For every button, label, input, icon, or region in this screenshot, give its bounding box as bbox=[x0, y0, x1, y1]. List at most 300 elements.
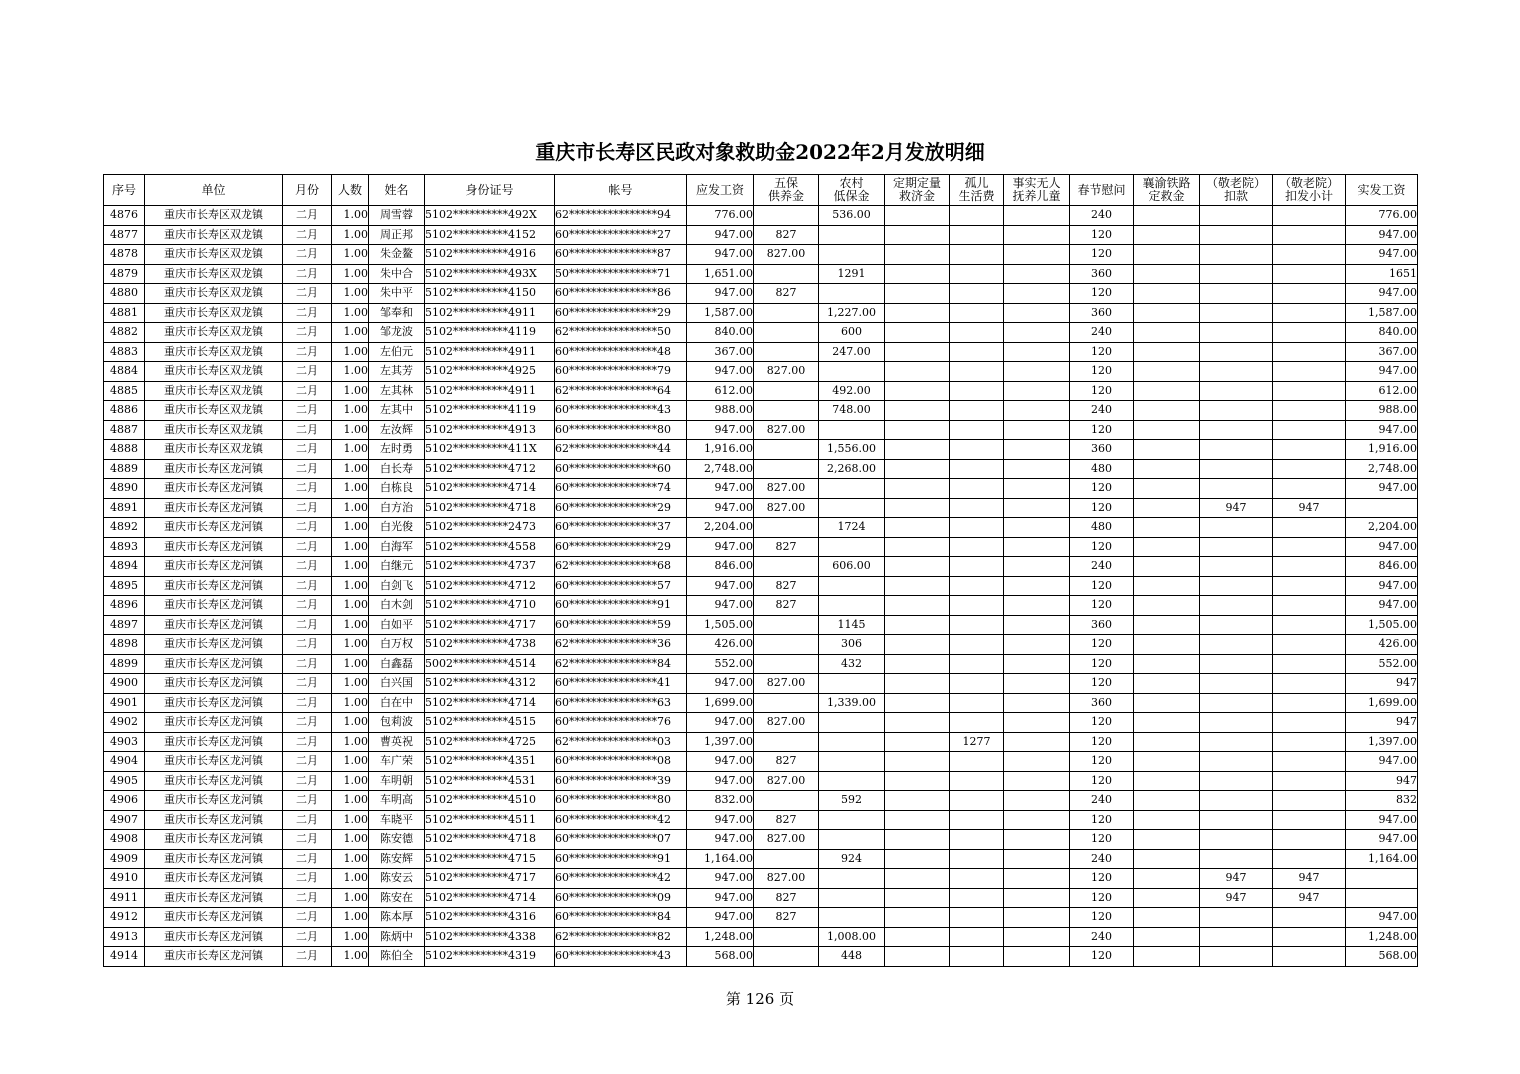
column-header: 帐号 bbox=[555, 175, 687, 206]
table-cell bbox=[1200, 264, 1273, 284]
table-cell: 5102**********4152 bbox=[425, 225, 555, 245]
table-cell bbox=[1134, 810, 1200, 830]
table-cell: 947.00 bbox=[687, 284, 754, 304]
column-header: 孤儿 生活费 bbox=[950, 175, 1004, 206]
table-cell: 947.00 bbox=[687, 479, 754, 499]
table-cell bbox=[1273, 303, 1346, 323]
table-cell: 827 bbox=[754, 810, 819, 830]
table-cell bbox=[1273, 323, 1346, 343]
table-row bbox=[104, 830, 1418, 850]
table-cell: 840.00 bbox=[687, 323, 754, 343]
table-cell bbox=[1004, 440, 1070, 460]
table-cell bbox=[819, 596, 885, 616]
table-cell: 4880 bbox=[104, 284, 145, 304]
table-cell: 5002**********4514 bbox=[425, 654, 555, 674]
table-cell: 4904 bbox=[104, 752, 145, 772]
table-cell: 60****************29 bbox=[555, 498, 687, 518]
table-cell: 947.00 bbox=[687, 362, 754, 382]
table-cell bbox=[1200, 479, 1273, 499]
table-row bbox=[104, 771, 1418, 791]
table-cell bbox=[1004, 732, 1070, 752]
table-cell: 1.00 bbox=[332, 791, 369, 811]
table-cell bbox=[950, 615, 1004, 635]
table-cell: 4886 bbox=[104, 401, 145, 421]
table-cell: 二月 bbox=[283, 459, 332, 479]
table-cell: 60****************80 bbox=[555, 791, 687, 811]
table-cell: 360 bbox=[1070, 303, 1134, 323]
table-cell bbox=[1134, 362, 1200, 382]
table-cell: 白长寿 bbox=[369, 459, 425, 479]
table-cell: 60****************57 bbox=[555, 576, 687, 596]
table-cell: 947.00 bbox=[1346, 908, 1418, 928]
column-header: 农村 低保金 bbox=[819, 175, 885, 206]
table-cell: 5102**********4916 bbox=[425, 245, 555, 265]
table-cell: 60****************79 bbox=[555, 362, 687, 382]
table-cell: 朱金鳌 bbox=[369, 245, 425, 265]
table-cell bbox=[950, 225, 1004, 245]
table-cell: 5102**********4911 bbox=[425, 381, 555, 401]
table-cell bbox=[1273, 947, 1346, 967]
table-cell bbox=[1273, 381, 1346, 401]
table-cell: 车明高 bbox=[369, 791, 425, 811]
table-cell: 120 bbox=[1070, 908, 1134, 928]
table-cell: 1291 bbox=[819, 264, 885, 284]
table-cell bbox=[754, 264, 819, 284]
table-cell: 5102**********2473 bbox=[425, 518, 555, 538]
table-cell bbox=[754, 381, 819, 401]
table-cell bbox=[1273, 654, 1346, 674]
table-cell: 重庆市长寿区龙河镇 bbox=[145, 459, 283, 479]
table-row bbox=[104, 674, 1418, 694]
table-cell: 60****************42 bbox=[555, 869, 687, 889]
table-cell: 4881 bbox=[104, 303, 145, 323]
table-cell: 827 bbox=[754, 284, 819, 304]
table-cell: 重庆市长寿区龙河镇 bbox=[145, 635, 283, 655]
column-header: 应发工资 bbox=[687, 175, 754, 206]
table-cell: 120 bbox=[1070, 225, 1134, 245]
table-cell: 120 bbox=[1070, 362, 1134, 382]
table-cell: 4877 bbox=[104, 225, 145, 245]
table-cell: 二月 bbox=[283, 635, 332, 655]
table-cell: 二月 bbox=[283, 732, 332, 752]
table-cell bbox=[1273, 791, 1346, 811]
table-cell: 1.00 bbox=[332, 596, 369, 616]
table-cell: 4879 bbox=[104, 264, 145, 284]
table-cell: 5102**********411X bbox=[425, 440, 555, 460]
table-cell: 60****************48 bbox=[555, 342, 687, 362]
table-cell: 二月 bbox=[283, 479, 332, 499]
table-cell bbox=[950, 362, 1004, 382]
table-cell: 120 bbox=[1070, 420, 1134, 440]
table-cell bbox=[885, 225, 950, 245]
table-row bbox=[104, 362, 1418, 382]
table-cell: 947.00 bbox=[687, 225, 754, 245]
table-cell bbox=[885, 381, 950, 401]
table-cell bbox=[885, 888, 950, 908]
table-cell: 5102**********4338 bbox=[425, 927, 555, 947]
table-cell bbox=[819, 479, 885, 499]
table-cell: 2,748.00 bbox=[687, 459, 754, 479]
table-cell: 947.00 bbox=[687, 420, 754, 440]
table-cell: 60****************39 bbox=[555, 771, 687, 791]
table-cell bbox=[950, 401, 1004, 421]
table-cell bbox=[1273, 401, 1346, 421]
table-cell: 947.00 bbox=[1346, 830, 1418, 850]
table-cell bbox=[1200, 303, 1273, 323]
table-cell bbox=[819, 830, 885, 850]
table-cell bbox=[885, 615, 950, 635]
table-cell: 947.00 bbox=[1346, 420, 1418, 440]
table-cell bbox=[819, 869, 885, 889]
table-cell: 1,164.00 bbox=[1346, 849, 1418, 869]
table-cell bbox=[950, 420, 1004, 440]
table-cell: 240 bbox=[1070, 927, 1134, 947]
column-header: 春节慰问 bbox=[1070, 175, 1134, 206]
table-cell: 120 bbox=[1070, 771, 1134, 791]
table-cell: 5102**********4119 bbox=[425, 323, 555, 343]
table-cell: 120 bbox=[1070, 596, 1134, 616]
table-cell bbox=[1134, 323, 1200, 343]
table-cell bbox=[1004, 771, 1070, 791]
table-cell bbox=[950, 381, 1004, 401]
table-cell bbox=[885, 947, 950, 967]
table-cell bbox=[950, 869, 1004, 889]
table-cell bbox=[885, 303, 950, 323]
table-cell bbox=[950, 303, 1004, 323]
table-cell bbox=[1004, 654, 1070, 674]
table-cell: 306 bbox=[819, 635, 885, 655]
table-cell: 1.00 bbox=[332, 440, 369, 460]
table-cell: 1,227.00 bbox=[819, 303, 885, 323]
table-cell: 4893 bbox=[104, 537, 145, 557]
table-cell bbox=[1004, 713, 1070, 733]
table-cell: 1,505.00 bbox=[687, 615, 754, 635]
table-cell: 1.00 bbox=[332, 908, 369, 928]
table-cell: 4878 bbox=[104, 245, 145, 265]
table-cell: 1.00 bbox=[332, 303, 369, 323]
table-cell: 1.00 bbox=[332, 752, 369, 772]
table-cell bbox=[1004, 810, 1070, 830]
table-cell bbox=[1004, 479, 1070, 499]
table-cell: 4914 bbox=[104, 947, 145, 967]
table-cell: 947.00 bbox=[687, 810, 754, 830]
table-cell bbox=[1200, 557, 1273, 577]
table-cell: 4896 bbox=[104, 596, 145, 616]
table-cell: 367.00 bbox=[687, 342, 754, 362]
table-cell bbox=[1004, 498, 1070, 518]
table-cell bbox=[885, 362, 950, 382]
table-cell: 1,651.00 bbox=[687, 264, 754, 284]
table-cell: 重庆市长寿区龙河镇 bbox=[145, 479, 283, 499]
table-cell: 60****************42 bbox=[555, 810, 687, 830]
table-cell: 白栋良 bbox=[369, 479, 425, 499]
table-cell bbox=[1273, 615, 1346, 635]
table-cell: 重庆市长寿区双龙镇 bbox=[145, 440, 283, 460]
table-cell bbox=[950, 752, 1004, 772]
table-cell: 左时勇 bbox=[369, 440, 425, 460]
table-cell: 120 bbox=[1070, 947, 1134, 967]
table-cell: 947.00 bbox=[687, 869, 754, 889]
table-cell bbox=[1004, 830, 1070, 850]
table-cell: 4894 bbox=[104, 557, 145, 577]
table-cell bbox=[1200, 752, 1273, 772]
table-cell: 60****************84 bbox=[555, 908, 687, 928]
table-cell: 4907 bbox=[104, 810, 145, 830]
table-cell: 1.00 bbox=[332, 498, 369, 518]
table-cell: 568.00 bbox=[687, 947, 754, 967]
table-cell bbox=[1134, 303, 1200, 323]
table-cell bbox=[819, 576, 885, 596]
table-cell: 5102**********4312 bbox=[425, 674, 555, 694]
table-cell bbox=[754, 557, 819, 577]
table-cell bbox=[1200, 771, 1273, 791]
table-cell bbox=[754, 693, 819, 713]
table-cell bbox=[1134, 615, 1200, 635]
table-cell: 重庆市长寿区龙河镇 bbox=[145, 869, 283, 889]
table-cell bbox=[885, 557, 950, 577]
column-header: 序号 bbox=[104, 175, 145, 206]
table-row bbox=[104, 323, 1418, 343]
table-cell: 邹龙波 bbox=[369, 323, 425, 343]
table-row bbox=[104, 537, 1418, 557]
table-cell: 陈伯全 bbox=[369, 947, 425, 967]
table-cell bbox=[1200, 342, 1273, 362]
table-cell: 1,397.00 bbox=[687, 732, 754, 752]
table-cell bbox=[885, 245, 950, 265]
table-row bbox=[104, 908, 1418, 928]
table-cell: 827 bbox=[754, 576, 819, 596]
table-cell bbox=[1004, 908, 1070, 928]
table-cell: 左其中 bbox=[369, 401, 425, 421]
table-cell bbox=[1134, 596, 1200, 616]
table-cell bbox=[1004, 362, 1070, 382]
table-cell: 947.00 bbox=[687, 752, 754, 772]
table-cell bbox=[950, 849, 1004, 869]
table-cell bbox=[754, 303, 819, 323]
table-cell bbox=[819, 420, 885, 440]
table-cell bbox=[1004, 420, 1070, 440]
table-cell bbox=[1200, 440, 1273, 460]
table-cell: 陈安辉 bbox=[369, 849, 425, 869]
table-cell: 4908 bbox=[104, 830, 145, 850]
table-cell: 827 bbox=[754, 908, 819, 928]
table-cell bbox=[1200, 635, 1273, 655]
table-cell bbox=[1273, 635, 1346, 655]
column-header: 单位 bbox=[145, 175, 283, 206]
table-cell: 二月 bbox=[283, 342, 332, 362]
table-cell: 60****************60 bbox=[555, 459, 687, 479]
table-cell: 5102**********4913 bbox=[425, 420, 555, 440]
table-cell bbox=[1200, 576, 1273, 596]
table-cell bbox=[885, 752, 950, 772]
table-cell: 827 bbox=[754, 888, 819, 908]
table-cell: 1.00 bbox=[332, 732, 369, 752]
table-cell: 5102**********493X bbox=[425, 264, 555, 284]
table-cell bbox=[1004, 752, 1070, 772]
table-cell bbox=[1273, 576, 1346, 596]
table-cell bbox=[1200, 284, 1273, 304]
table-cell: 重庆市长寿区龙河镇 bbox=[145, 557, 283, 577]
table-cell bbox=[950, 830, 1004, 850]
table-cell bbox=[1004, 264, 1070, 284]
table-cell bbox=[1004, 401, 1070, 421]
table-cell: 白海军 bbox=[369, 537, 425, 557]
table-cell: 曹英祝 bbox=[369, 732, 425, 752]
table-cell: 947.00 bbox=[1346, 362, 1418, 382]
table-row bbox=[104, 947, 1418, 967]
table-cell: 重庆市长寿区龙河镇 bbox=[145, 518, 283, 538]
column-header: 姓名 bbox=[369, 175, 425, 206]
column-header: 五保 供养金 bbox=[754, 175, 819, 206]
table-row bbox=[104, 479, 1418, 499]
table-cell bbox=[950, 498, 1004, 518]
table-cell: 62****************50 bbox=[555, 323, 687, 343]
table-cell bbox=[1200, 654, 1273, 674]
table-row bbox=[104, 264, 1418, 284]
table-cell: 二月 bbox=[283, 654, 332, 674]
table-cell bbox=[1134, 479, 1200, 499]
table-cell: 重庆市长寿区龙河镇 bbox=[145, 927, 283, 947]
table-cell: 247.00 bbox=[819, 342, 885, 362]
table-cell bbox=[1004, 674, 1070, 694]
table-cell: 重庆市长寿区龙河镇 bbox=[145, 791, 283, 811]
table-cell: 车广荣 bbox=[369, 752, 425, 772]
table-cell bbox=[1346, 869, 1418, 889]
table-cell: 62****************84 bbox=[555, 654, 687, 674]
table-cell: 947.00 bbox=[687, 713, 754, 733]
table-cell: 60****************37 bbox=[555, 518, 687, 538]
table-cell: 1.00 bbox=[332, 771, 369, 791]
table-cell: 947.00 bbox=[1346, 752, 1418, 772]
table-cell: 1277 bbox=[950, 732, 1004, 752]
table-cell: 4900 bbox=[104, 674, 145, 694]
table-cell: 827.00 bbox=[754, 869, 819, 889]
table-cell: 重庆市长寿区龙河镇 bbox=[145, 888, 283, 908]
table-cell: 5102**********4717 bbox=[425, 869, 555, 889]
table-cell: 白继元 bbox=[369, 557, 425, 577]
table-cell bbox=[754, 849, 819, 869]
table-cell bbox=[1134, 908, 1200, 928]
table-cell bbox=[1200, 674, 1273, 694]
table-cell: 5102**********4911 bbox=[425, 342, 555, 362]
table-cell: 120 bbox=[1070, 381, 1134, 401]
table-cell bbox=[1346, 498, 1418, 518]
table-cell bbox=[1273, 264, 1346, 284]
table-cell bbox=[885, 674, 950, 694]
table-cell: 120 bbox=[1070, 810, 1134, 830]
table-cell: 5102**********4150 bbox=[425, 284, 555, 304]
table-cell: 4876 bbox=[104, 206, 145, 226]
table-cell: 60****************41 bbox=[555, 674, 687, 694]
table-cell: 二月 bbox=[283, 713, 332, 733]
table-cell bbox=[885, 654, 950, 674]
table-cell: 朱中平 bbox=[369, 284, 425, 304]
table-cell: 4892 bbox=[104, 518, 145, 538]
table-cell bbox=[1273, 830, 1346, 850]
table-cell: 左汝辉 bbox=[369, 420, 425, 440]
table-cell: 5102**********4351 bbox=[425, 752, 555, 772]
table-cell: 947 bbox=[1200, 888, 1273, 908]
table-cell bbox=[950, 459, 1004, 479]
table-cell bbox=[1273, 771, 1346, 791]
table-cell bbox=[819, 362, 885, 382]
table-cell bbox=[1134, 771, 1200, 791]
table-cell: 1,505.00 bbox=[1346, 615, 1418, 635]
table-cell: 827.00 bbox=[754, 674, 819, 694]
table-cell bbox=[885, 479, 950, 499]
table-cell: 重庆市长寿区龙河镇 bbox=[145, 674, 283, 694]
table-cell: 白兴国 bbox=[369, 674, 425, 694]
table-cell: 1,587.00 bbox=[687, 303, 754, 323]
table-cell bbox=[1200, 518, 1273, 538]
table-cell: 二月 bbox=[283, 810, 332, 830]
table-cell bbox=[1200, 947, 1273, 967]
table-cell: 二月 bbox=[283, 947, 332, 967]
table-cell bbox=[1200, 927, 1273, 947]
table-cell: 二月 bbox=[283, 752, 332, 772]
table-cell: 60****************91 bbox=[555, 596, 687, 616]
table-cell: 二月 bbox=[283, 596, 332, 616]
table-cell bbox=[754, 206, 819, 226]
table-cell: 120 bbox=[1070, 537, 1134, 557]
table-row bbox=[104, 752, 1418, 772]
table-cell: 左其林 bbox=[369, 381, 425, 401]
column-header: （敬老院） 扣款 bbox=[1200, 175, 1273, 206]
table-cell: 1,248.00 bbox=[1346, 927, 1418, 947]
table-cell bbox=[754, 732, 819, 752]
table-cell: 1.00 bbox=[332, 849, 369, 869]
table-cell bbox=[1134, 401, 1200, 421]
table-cell bbox=[1004, 693, 1070, 713]
table-cell bbox=[1004, 849, 1070, 869]
table-cell: 552.00 bbox=[1346, 654, 1418, 674]
column-header: 襄渝铁路 定救金 bbox=[1134, 175, 1200, 206]
table-cell: 776.00 bbox=[1346, 206, 1418, 226]
table-cell bbox=[950, 947, 1004, 967]
table-cell bbox=[1200, 693, 1273, 713]
table-cell: 360 bbox=[1070, 615, 1134, 635]
table-cell bbox=[950, 888, 1004, 908]
table-cell bbox=[885, 401, 950, 421]
table-cell bbox=[1273, 225, 1346, 245]
table-cell bbox=[885, 206, 950, 226]
table-cell bbox=[1200, 791, 1273, 811]
table-cell: 4884 bbox=[104, 362, 145, 382]
table-cell: 1,699.00 bbox=[1346, 693, 1418, 713]
table-cell bbox=[950, 635, 1004, 655]
table-cell bbox=[1004, 225, 1070, 245]
table-cell: 4910 bbox=[104, 869, 145, 889]
table-cell bbox=[950, 537, 1004, 557]
table-cell: 5102**********4319 bbox=[425, 947, 555, 967]
table-cell: 60****************43 bbox=[555, 947, 687, 967]
table-cell: 50****************71 bbox=[555, 264, 687, 284]
table-cell: 4897 bbox=[104, 615, 145, 635]
table-cell bbox=[950, 323, 1004, 343]
table-cell: 924 bbox=[819, 849, 885, 869]
table-cell: 二月 bbox=[283, 498, 332, 518]
table-cell: 120 bbox=[1070, 654, 1134, 674]
table-cell: 947 bbox=[1273, 498, 1346, 518]
table-cell: 776.00 bbox=[687, 206, 754, 226]
table-cell: 4889 bbox=[104, 459, 145, 479]
table-cell: 1.00 bbox=[332, 557, 369, 577]
table-cell: 120 bbox=[1070, 869, 1134, 889]
table-cell: 5102**********4714 bbox=[425, 888, 555, 908]
table-cell bbox=[950, 206, 1004, 226]
table-cell: 60****************43 bbox=[555, 401, 687, 421]
table-cell: 二月 bbox=[283, 362, 332, 382]
